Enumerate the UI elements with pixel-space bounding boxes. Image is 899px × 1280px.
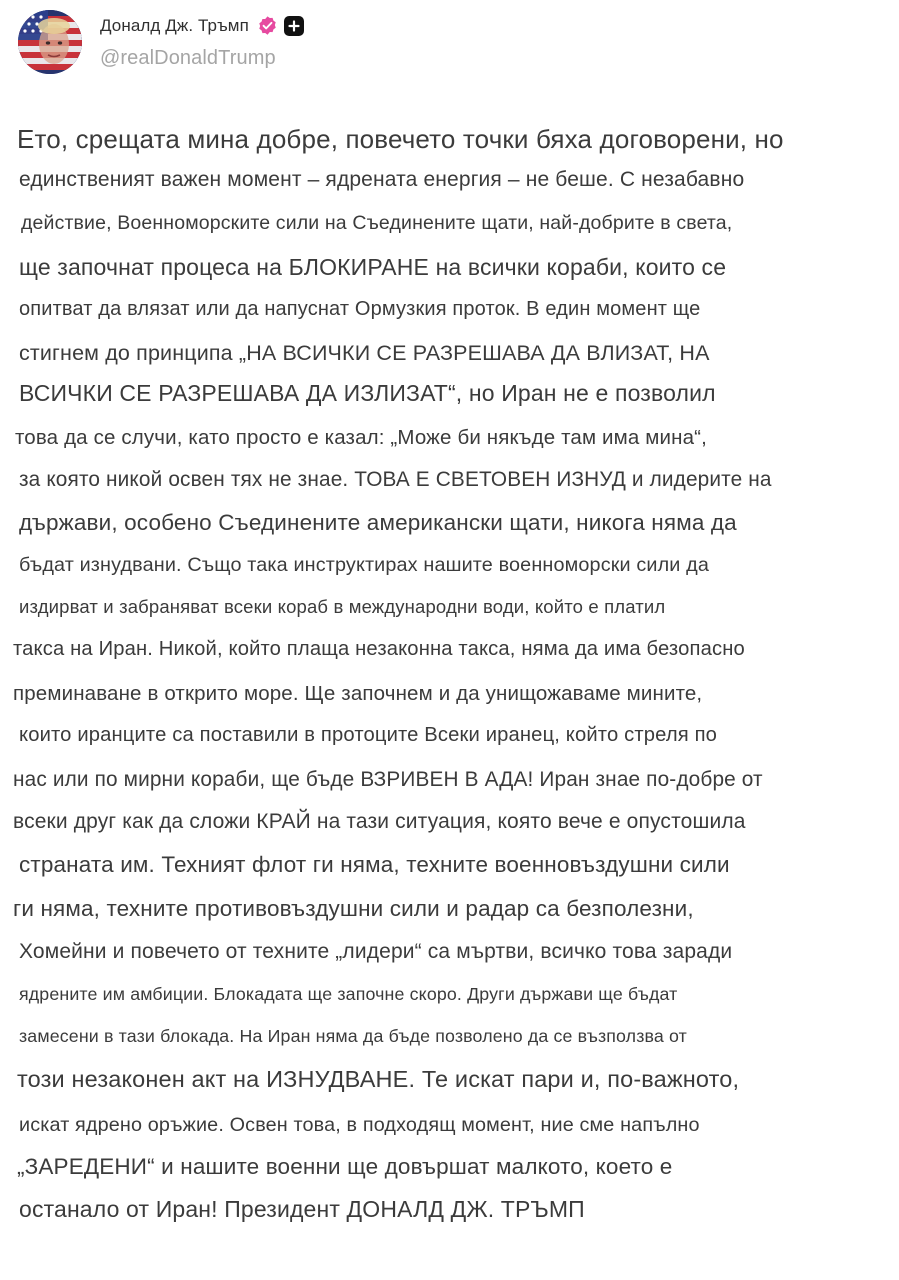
post-line: ВСИЧКИ СЕ РАЗРЕШАВА ДА ИЗЛИЗАТ“, но Иран не е позволил xyxy=(19,380,716,406)
post-line: останало от Иран! Президент ДОНАЛД ДЖ. ТРЪМП xyxy=(19,1196,585,1222)
avatar-flag-portrait-icon xyxy=(18,10,82,74)
avatar[interactable] xyxy=(18,10,82,74)
post-line: които иранците са поставили в протоците Всеки иранец, който стреля по xyxy=(19,724,718,746)
post-line: ги няма, техните противовъздушни сили и радар са безполезни, xyxy=(13,896,694,921)
post-line: замесени в тази блокада. На Иран няма да бъде позволено да се възползва от xyxy=(19,1026,687,1046)
verified-badge-icon xyxy=(257,15,278,36)
post-line: преминаване в открито море. Ще започнем и да унищожаваме мините, xyxy=(13,682,703,705)
post-header xyxy=(18,8,304,76)
post-line: искат ядрено оръжие. Освен това, в подходящ момент, ние сме напълно xyxy=(19,1114,700,1136)
post-line: такса на Иран. Никой, който плаща незаконна такса, няма да има безопасно xyxy=(13,638,745,660)
display-name[interactable]: Доналд Дж. Тръмп xyxy=(100,15,249,35)
plus-square-icon[interactable] xyxy=(284,16,304,36)
post-line: за която никой освен тях не знае. ТОВА Е СВЕТОВЕН ИЗНУД и лидерите на xyxy=(19,468,772,491)
post-line: „ЗАРЕДЕНИ“ и нашите военни ще довършат малкото, което е xyxy=(17,1154,673,1179)
user-handle[interactable]: @realDonaldTrump xyxy=(100,46,276,69)
post-line: този незаконен акт на ИЗНУДВАНЕ. Те искат пари и, по-важното, xyxy=(17,1066,740,1092)
post-line: бъдат изнудвани. Също така инструктирах нашите военноморски сили да xyxy=(19,554,710,576)
post-line: ще започнат процеса на БЛОКИРАНЕ на всички кораби, които се xyxy=(19,254,727,280)
post-line: издирват и забраняват всеки кораб в международни води, който е платил xyxy=(19,596,666,617)
post-line: Ето, срещата мина добре, повечето точки бяха договорени, но xyxy=(17,124,784,154)
post-line: всеки друг как да сложи КРАЙ на тази ситуация, която вече е опустошила xyxy=(13,810,746,833)
post-line: ядрените им амбиции. Блокадата ще започне скоро. Други държави ще бъдат xyxy=(19,984,678,1004)
post-line: опитват да влязат или да напуснат Ормузкия проток. В един момент ще xyxy=(19,298,701,320)
user-block xyxy=(100,13,304,70)
post-line: стигнем до принципа „НА ВСИЧКИ СЕ РАЗРЕШАВА ДА ВЛИЗАТ, НА xyxy=(19,341,710,365)
post-line: това да се случи, като просто е казал: „Може би някъде там има мина“, xyxy=(15,426,707,449)
post-line: страната им. Техният флот ги няма, техните военновъздушни сили xyxy=(19,852,730,877)
name-row xyxy=(100,13,304,39)
post-line: Хомейни и повечето от техните „лидери“ са мъртви, всичко това заради xyxy=(19,940,733,963)
post-line: действие, Военноморските сили на Съединените щати, най-добрите в света, xyxy=(21,212,733,234)
post-line: нас или по мирни кораби, ще бъде ВЗРИВЕН В АДА! Иран знае по-добре от xyxy=(13,768,763,791)
post-line: единственият важен момент – ядрената енергия – не беше. С незабавно xyxy=(19,168,745,191)
post-line: държави, особено Съединените американски щати, никога няма да xyxy=(19,510,737,535)
